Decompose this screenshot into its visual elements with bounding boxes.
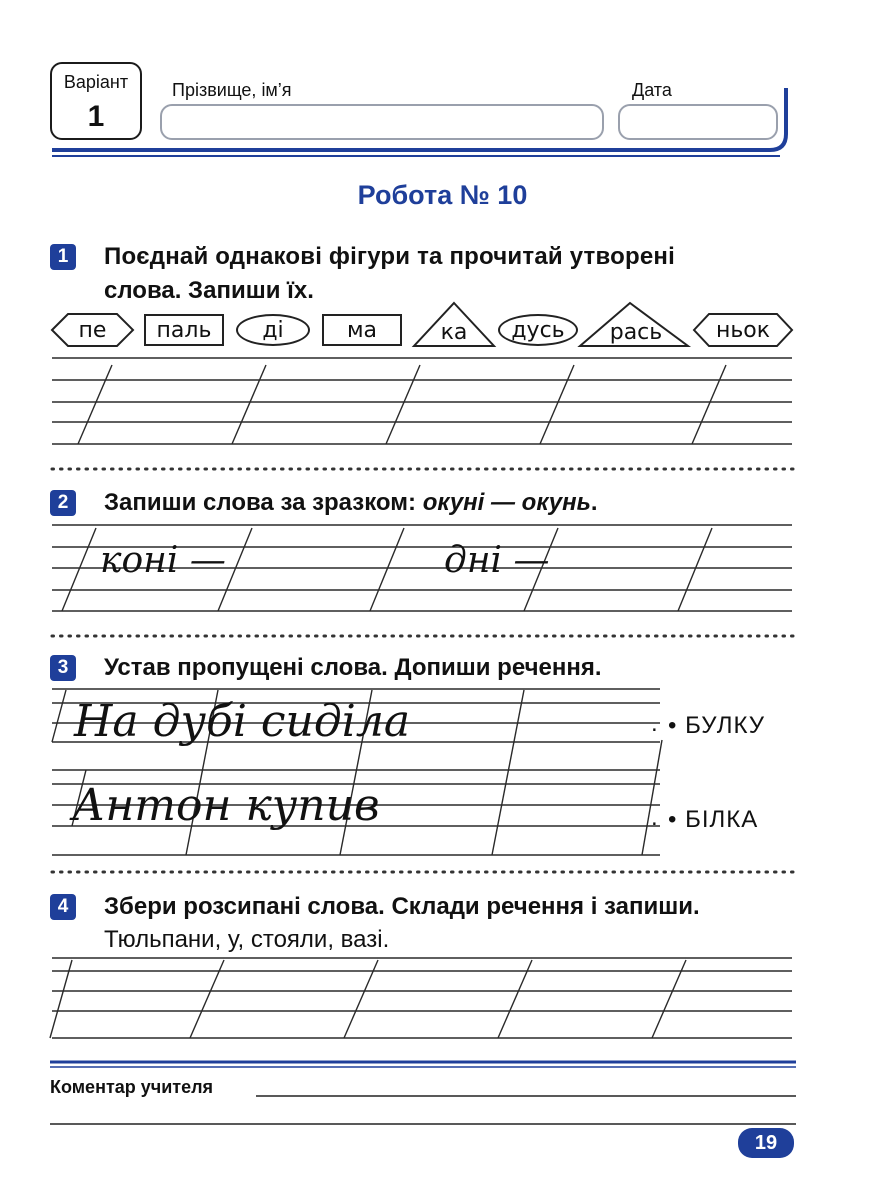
syllable-di: ді — [236, 314, 310, 346]
page-number: 19 — [738, 1128, 794, 1158]
task3-text: Устав пропущені слова. Допиши речення. — [104, 654, 602, 681]
date-label: Дата — [632, 80, 672, 100]
task1-line1: Поєднай однакові фігури та прочитай утворені — [104, 243, 675, 270]
task2-word-dni: дні — — [444, 540, 550, 581]
date-field[interactable] — [618, 104, 778, 140]
task4-words: Тюльпани, у, стояли, вазі. — [104, 926, 390, 953]
option-label: БІЛКА — [685, 806, 759, 833]
page-title: Робота № 10 — [357, 180, 528, 210]
task3-dot1: . — [651, 710, 658, 737]
bullet: • — [668, 712, 678, 739]
syllable-ras: рась — [609, 319, 663, 345]
task3-option-bilka — [668, 806, 758, 834]
task2-number: 2 — [50, 490, 76, 516]
task1-number: 1 — [50, 244, 76, 270]
syllable-dus: дусь — [498, 314, 578, 346]
variant-box — [50, 62, 142, 140]
task1-line2: слова. Запиши їх. — [104, 277, 314, 304]
task2-example: окуні — окунь — [422, 489, 591, 516]
task4-text: Збери розсипані слова. Склади речення і запиши. — [104, 893, 700, 920]
task3-option-bulku — [668, 712, 765, 740]
variant-label: Варіант — [63, 72, 129, 92]
teacher-comment-label: Коментар учителя — [50, 1077, 214, 1097]
syllable-ka: ка — [440, 319, 468, 345]
syllable-pe: пе — [78, 317, 107, 343]
option-label: БУЛКУ — [685, 712, 765, 739]
name-field[interactable] — [160, 104, 604, 140]
task3-dot2: . — [651, 804, 658, 831]
variant-number: 1 — [87, 100, 105, 133]
task2-text — [104, 486, 804, 520]
task2-word-koni: коні — — [100, 540, 226, 581]
task2-prefix: Запиши слова за зразком: — [104, 489, 423, 516]
task1-text — [104, 240, 794, 308]
name-label: Прізвище, ім’я — [172, 80, 292, 100]
syllable-nok: ньок — [715, 317, 771, 343]
syllable-ma: ма — [322, 314, 402, 346]
bullet: • — [668, 806, 678, 833]
task3-number: 3 — [50, 655, 76, 681]
task3-sentence2: Антон купив — [72, 780, 380, 831]
syllable-pal: паль — [144, 314, 224, 346]
task3-sentence1: На дубі сиділа — [74, 696, 411, 747]
teacher-comment-field[interactable] — [256, 1072, 796, 1096]
task2-suffix: . — [590, 489, 598, 516]
task4-number: 4 — [50, 894, 76, 920]
